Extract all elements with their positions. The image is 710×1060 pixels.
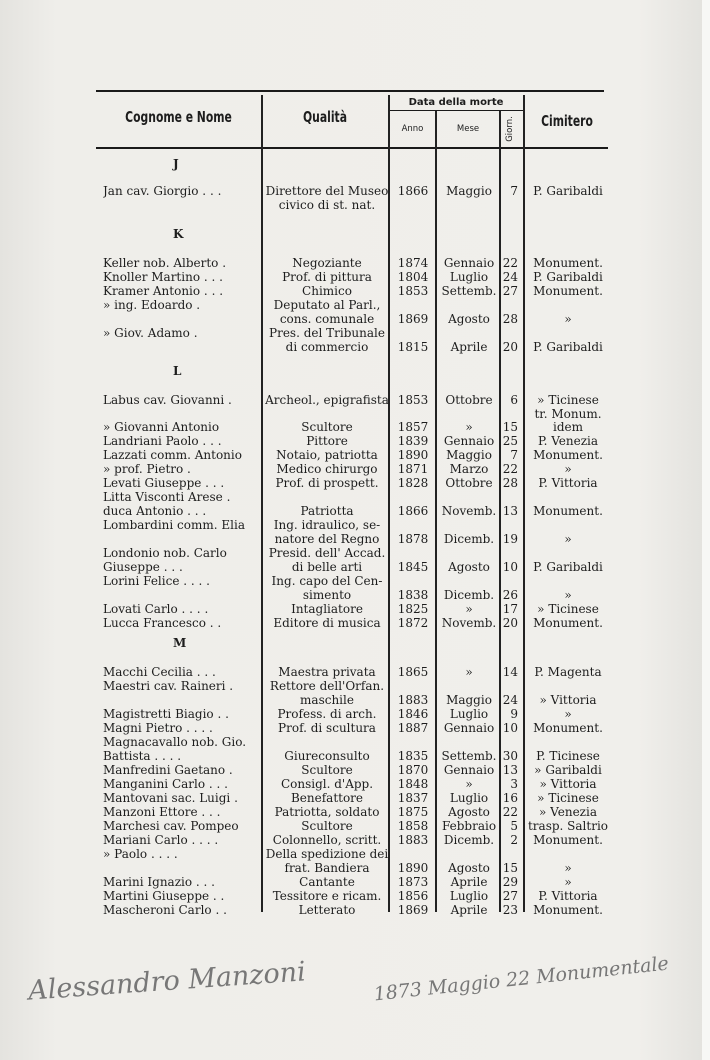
- cell-qualita: cons. comunale: [279, 312, 375, 326]
- table-row: [103, 393, 608, 407]
- handwritten-annotation: [27, 952, 670, 1040]
- cell-giorno: 28: [502, 476, 518, 490]
- cell-anno: 1853: [397, 284, 429, 298]
- cell-name: Keller nob. Alberto .: [103, 256, 227, 270]
- cell-cimitero: »: [564, 532, 572, 546]
- cell-qualita: Prof. di scultura: [278, 721, 376, 735]
- cell-mese: Luglio: [449, 270, 489, 284]
- cell-anno: 1890: [397, 448, 429, 462]
- table-row: [103, 903, 608, 917]
- cell-mese: Agosto: [448, 805, 490, 819]
- cell-anno: 1869: [397, 312, 429, 326]
- cell-qualita: frat. Bandiera: [284, 861, 370, 875]
- cell-name: Lombardini comm. Elia: [103, 518, 245, 532]
- table-row: [103, 819, 608, 833]
- cell-anno: 1853: [397, 393, 429, 407]
- cell-name: Mariani Carlo . . . .: [103, 833, 219, 847]
- cell-mese: Luglio: [449, 791, 489, 805]
- cell-name: Kramer Antonio . . .: [103, 284, 224, 298]
- cell-mese: Aprile: [450, 875, 488, 889]
- cell-name: » Giovanni Antonio: [103, 420, 220, 434]
- cell-giorno: 26: [502, 588, 518, 602]
- section-letter-m: M: [173, 636, 187, 650]
- cell-cimitero: » Vittoria: [539, 693, 597, 707]
- cell-name: » ing. Edoardo .: [103, 298, 201, 312]
- cell-anno: 1845: [397, 560, 429, 574]
- cell-cimitero: P. Vittoria: [538, 889, 598, 903]
- cell-name: Lorini Felice . . . .: [103, 574, 210, 588]
- cell-name: Lazzati comm. Antonio: [103, 448, 242, 462]
- cell-anno: 1875: [397, 805, 429, 819]
- cell-giorno: 22: [502, 462, 518, 476]
- cell-anno: 1870: [397, 763, 429, 777]
- cell-cimitero: P. Garibaldi: [533, 184, 603, 198]
- cell-giorno: 24: [502, 270, 518, 284]
- table-row: [103, 861, 608, 875]
- cell-mese: Maggio: [446, 184, 492, 198]
- cell-mese: »: [465, 777, 473, 791]
- cell-giorno: 25: [502, 434, 518, 448]
- header-cognome-nome: Cognome e Nome: [125, 108, 232, 126]
- cell-giorno: 28: [502, 312, 518, 326]
- cell-mese: Marzo: [449, 462, 489, 476]
- table-row: [103, 518, 608, 532]
- cell-cimitero: Monument.: [533, 721, 603, 735]
- cell-anno: 1815: [397, 340, 429, 354]
- cell-qualita: Pittore: [306, 434, 348, 448]
- table-row: [103, 875, 608, 889]
- cell-qualita: Rettore dell'Orfan.: [269, 679, 385, 693]
- cell-giorno: 16: [502, 791, 518, 805]
- table-row: [103, 791, 608, 805]
- cell-name: Macchi Cecilia . . .: [103, 665, 216, 679]
- cell-qualita: Della spedizione dei: [265, 847, 389, 861]
- cell-qualita: natore del Regno: [274, 532, 380, 546]
- cell-qualita: Consigl. d'App.: [280, 777, 374, 791]
- cell-mese: Gennaio: [443, 721, 495, 735]
- table-row: [103, 847, 608, 861]
- cell-name: Magnacavallo nob. Gio.: [103, 735, 247, 749]
- cell-mese: Agosto: [448, 560, 490, 574]
- table-row: [103, 312, 608, 326]
- cell-anno: 1872: [397, 616, 429, 630]
- table-row: [103, 434, 608, 448]
- cell-anno: 1873: [397, 875, 429, 889]
- table-top-rule: [96, 90, 604, 92]
- cell-cimitero: »: [564, 875, 572, 889]
- cell-giorno: 9: [510, 707, 518, 721]
- cell-name: Giuseppe . . .: [103, 560, 183, 574]
- table-row: [103, 448, 608, 462]
- cell-giorno: 19: [502, 532, 518, 546]
- cell-qualita: Ing. idraulico, se-: [273, 518, 381, 532]
- cell-mese: Dicemb.: [443, 588, 495, 602]
- table-row: [103, 504, 608, 518]
- cell-giorno: 22: [502, 805, 518, 819]
- cell-cimitero: Monument.: [533, 504, 603, 518]
- cell-giorno: 3: [510, 777, 518, 791]
- cell-qualita: Cantante: [299, 875, 355, 889]
- cell-giorno: 5: [510, 819, 518, 833]
- table-row: [103, 546, 608, 560]
- cell-giorno: 24: [502, 693, 518, 707]
- cell-cimitero: P. Ticinese: [536, 749, 600, 763]
- cell-anno: 1846: [397, 707, 429, 721]
- handwritten-date: 1873 Maggio 22 Monumentale: [372, 952, 670, 1006]
- table-row: [103, 476, 608, 490]
- cell-mese: Aprile: [450, 340, 488, 354]
- cell-qualita: Pres. del Tribunale: [269, 326, 385, 340]
- cell-anno: 1835: [397, 749, 429, 763]
- table-row: [103, 270, 608, 284]
- cell-anno: 1804: [397, 270, 429, 284]
- cell-cimitero: »: [564, 588, 572, 602]
- cell-cimitero: »: [564, 707, 572, 721]
- cell-qualita: Deputato al Parl.,: [273, 298, 381, 312]
- table-row: [103, 889, 608, 903]
- table-row: [103, 490, 608, 504]
- table-row: [103, 420, 608, 434]
- table-row: [103, 602, 608, 616]
- cell-qualita: Presid. dell' Accad.: [268, 546, 386, 560]
- cell-qualita: di commercio: [285, 340, 369, 354]
- cell-qualita: Intagliatore: [291, 602, 363, 616]
- table-row: [103, 693, 608, 707]
- cell-qualita: Negoziante: [292, 256, 362, 270]
- cell-qualita: civico di st. nat.: [278, 198, 376, 212]
- table-row: [103, 763, 608, 777]
- cell-name: » Giov. Adamo .: [103, 326, 198, 340]
- cell-cimitero: P. Venezia: [537, 434, 599, 448]
- cell-giorno: 10: [502, 560, 518, 574]
- cell-mese: Novemb.: [441, 616, 497, 630]
- cell-mese: Febbraio: [441, 819, 497, 833]
- cell-anno: 1866: [397, 184, 429, 198]
- cell-name: Landriani Paolo . . .: [103, 434, 222, 448]
- cell-giorno: 22: [502, 256, 518, 270]
- section-letter-l: L: [173, 364, 182, 378]
- header-cimitero: Cimitero: [541, 112, 593, 130]
- cell-mese: Luglio: [449, 707, 489, 721]
- cell-giorno: 17: [502, 602, 518, 616]
- section-letter-j: J: [173, 157, 179, 171]
- header-giorn: Giorn.: [505, 116, 515, 142]
- table-row: [103, 532, 608, 546]
- table-row: [103, 721, 608, 735]
- cell-cimitero: Monument.: [533, 903, 603, 917]
- cell-cimitero: Monument.: [533, 256, 603, 270]
- cell-qualita: Prof. di pittura: [282, 270, 372, 284]
- cell-mese: Maggio: [446, 448, 492, 462]
- table-row: [103, 256, 608, 270]
- cell-name: Lucca Francesco . .: [103, 616, 222, 630]
- cell-name: Labus cav. Giovanni .: [103, 393, 232, 407]
- cell-mese: »: [465, 665, 473, 679]
- header-qualita: Qualità: [302, 108, 348, 126]
- table-row: [103, 198, 608, 212]
- header-data-della-morte: Data della morte: [408, 97, 504, 108]
- cell-mese: Agosto: [448, 312, 490, 326]
- cell-name: Marini Ignazio . . .: [103, 875, 215, 889]
- cell-cimitero: »: [564, 861, 572, 875]
- cell-anno: 1857: [397, 420, 429, 434]
- page-edge: [702, 0, 710, 1060]
- cell-anno: 1890: [397, 861, 429, 875]
- header-bottom-rule: [96, 147, 608, 149]
- cell-mese: Agosto: [448, 861, 490, 875]
- cell-cimitero: » Ticinese: [537, 791, 599, 805]
- cell-cimitero: P. Magenta: [534, 665, 602, 679]
- cell-giorno: 13: [502, 763, 518, 777]
- cell-giorno: 20: [502, 616, 518, 630]
- cell-name: Martini Giuseppe . .: [103, 889, 225, 903]
- table-row: [103, 298, 608, 312]
- cell-giorno: 6: [510, 393, 518, 407]
- cell-giorno: 23: [502, 903, 518, 917]
- table-row: [103, 560, 608, 574]
- cell-cimitero: » Garibaldi: [534, 763, 602, 777]
- cell-giorno: 30: [502, 749, 518, 763]
- table-row: [103, 588, 608, 602]
- cell-anno: 1837: [397, 791, 429, 805]
- cell-qualita: Maestra privata: [278, 665, 376, 679]
- cell-name: Levati Giuseppe . . .: [103, 476, 225, 490]
- cell-name: Manzoni Ettore . . .: [103, 805, 221, 819]
- cell-qualita: di belle arti: [291, 560, 363, 574]
- cell-mese: Gennaio: [443, 434, 495, 448]
- cell-qualita: Scultore: [301, 763, 353, 777]
- cell-giorno: 2: [510, 833, 518, 847]
- cell-anno: 1878: [397, 532, 429, 546]
- cell-qualita: simento: [302, 588, 352, 602]
- cell-giorno: 7: [510, 184, 518, 198]
- cell-qualita: Notaio, patriotta: [276, 448, 378, 462]
- cell-cimitero: » Ticinese: [537, 393, 599, 407]
- cell-name: Knoller Martino . . .: [103, 270, 223, 284]
- table-row: [103, 462, 608, 476]
- cell-mese: Aprile: [450, 903, 488, 917]
- cell-cimitero: Monument.: [533, 284, 603, 298]
- cell-name: » Paolo . . . .: [103, 847, 178, 861]
- table-row: [103, 184, 608, 198]
- cell-giorno: 27: [502, 284, 518, 298]
- cell-mese: Settemb.: [441, 284, 497, 298]
- cell-name: Mascheroni Carlo . .: [103, 903, 227, 917]
- cell-name: Battista . . . .: [103, 749, 182, 763]
- cell-name: Magistretti Biagio . .: [103, 707, 229, 721]
- cell-cimitero: tr. Monum.: [534, 407, 602, 421]
- cell-name: Litta Visconti Arese .: [103, 490, 231, 504]
- cell-anno: 1871: [397, 462, 429, 476]
- cell-qualita: Medico chirurgo: [276, 462, 378, 476]
- cell-cimitero: » Vittoria: [539, 777, 597, 791]
- cell-mese: »: [465, 420, 473, 434]
- cell-qualita: Colonnello, scritt.: [272, 833, 382, 847]
- table-row: [103, 833, 608, 847]
- cell-name: Jan cav. Giorgio . . .: [103, 184, 222, 198]
- cell-anno: 1865: [397, 665, 429, 679]
- cell-anno: 1883: [397, 693, 429, 707]
- cell-qualita: Giureconsulto: [284, 749, 370, 763]
- cell-qualita: Patriotta, soldato: [274, 805, 380, 819]
- cell-giorno: 10: [502, 721, 518, 735]
- cell-name: Mantovani sac. Luigi .: [103, 791, 238, 805]
- cell-giorno: 29: [502, 875, 518, 889]
- cell-cimitero: Monument.: [533, 833, 603, 847]
- cell-cimitero: »: [564, 312, 572, 326]
- table-row: [103, 326, 608, 340]
- table-row: [103, 407, 608, 421]
- cell-qualita: maschile: [300, 693, 354, 707]
- cell-cimitero: trasp. Saltrio: [527, 819, 608, 833]
- cell-name: Lovati Carlo . . . .: [103, 602, 209, 616]
- cell-giorno: 15: [502, 420, 518, 434]
- cell-giorno: 27: [502, 889, 518, 903]
- table-row: [103, 735, 608, 749]
- cell-name: Maestri cav. Raineri .: [103, 679, 234, 693]
- table-row: [103, 749, 608, 763]
- cell-qualita: Profess. di arch.: [277, 707, 377, 721]
- cell-mese: Dicemb.: [443, 833, 495, 847]
- cell-cimitero: » Ticinese: [537, 602, 599, 616]
- cell-anno: 1869: [397, 903, 429, 917]
- cell-cimitero: P. Garibaldi: [533, 270, 603, 284]
- cell-anno: 1825: [397, 602, 429, 616]
- cell-cimitero: P. Vittoria: [538, 476, 598, 490]
- cell-mese: Gennaio: [443, 763, 495, 777]
- cell-qualita: Editore di musica: [273, 616, 381, 630]
- header-anno: Anno: [401, 124, 424, 134]
- cell-anno: 1838: [397, 588, 429, 602]
- cell-qualita: Archeol., epigrafista: [265, 393, 389, 407]
- cell-mese: Novemb.: [441, 504, 497, 518]
- cell-mese: Ottobre: [445, 476, 493, 490]
- cell-mese: Luglio: [449, 889, 489, 903]
- cell-cimitero: » Venezia: [539, 805, 597, 819]
- cell-qualita: Chimico: [302, 284, 352, 298]
- cell-qualita: Ing. capo del Cen-: [271, 574, 383, 588]
- cell-anno: 1874: [397, 256, 429, 270]
- cell-name: Magni Pietro . . . .: [103, 721, 213, 735]
- cell-cimitero: idem: [553, 420, 583, 434]
- cell-giorno: 15: [502, 861, 518, 875]
- cell-name: » prof. Pietro .: [103, 462, 191, 476]
- cell-name: Manganini Carlo . . .: [103, 777, 228, 791]
- cell-name: duca Antonio . . .: [103, 504, 207, 518]
- cell-qualita: Direttore del Museo: [265, 184, 389, 198]
- table-row: [103, 805, 608, 819]
- cell-qualita: Scultore: [301, 420, 353, 434]
- header-mese: Mese: [456, 124, 480, 134]
- table-row: [103, 665, 608, 679]
- cell-cimitero: Monument.: [533, 616, 603, 630]
- cell-anno: 1848: [397, 777, 429, 791]
- cell-mese: Maggio: [446, 693, 492, 707]
- table-row: [103, 574, 608, 588]
- cell-qualita: Letterato: [298, 903, 356, 917]
- cell-cimitero: P. Garibaldi: [533, 340, 603, 354]
- cell-giorno: 7: [510, 448, 518, 462]
- cell-qualita: Benefattore: [290, 791, 364, 805]
- cell-qualita: Tessitore e ricam.: [272, 889, 382, 903]
- cell-mese: Ottobre: [445, 393, 493, 407]
- table-row: [103, 616, 608, 630]
- cell-mese: Dicemb.: [443, 532, 495, 546]
- cell-qualita: Patriotta: [300, 504, 354, 518]
- cell-qualita: Prof. di prospett.: [275, 476, 379, 490]
- cell-name: Marchesi cav. Pompeo: [103, 819, 239, 833]
- cell-giorno: 14: [502, 665, 518, 679]
- handwritten-name: Alessandro Manzoni: [27, 956, 307, 1007]
- cell-cimitero: P. Garibaldi: [533, 560, 603, 574]
- cell-name: Londonio nob. Carlo: [103, 546, 227, 560]
- cell-anno: 1828: [397, 476, 429, 490]
- table-row: [103, 340, 608, 354]
- table-row: [103, 707, 608, 721]
- cell-anno: 1866: [397, 504, 429, 518]
- section-letter-k: K: [173, 227, 184, 241]
- table-row: [103, 777, 608, 791]
- cell-anno: 1883: [397, 833, 429, 847]
- table-row: [103, 679, 608, 693]
- cell-anno: 1856: [397, 889, 429, 903]
- cell-mese: Gennaio: [443, 256, 495, 270]
- cell-mese: »: [465, 602, 473, 616]
- date-group-rule: [388, 110, 524, 111]
- cell-giorno: 13: [502, 504, 518, 518]
- cell-qualita: Scultore: [301, 819, 353, 833]
- cell-mese: Settemb.: [441, 749, 497, 763]
- cell-giorno: 20: [502, 340, 518, 354]
- cell-cimitero: »: [564, 462, 572, 476]
- cell-anno: 1887: [397, 721, 429, 735]
- cell-anno: 1839: [397, 434, 429, 448]
- cell-name: Manfredini Gaetano .: [103, 763, 233, 777]
- cell-cimitero: Monument.: [533, 448, 603, 462]
- cell-anno: 1858: [397, 819, 429, 833]
- table-row: [103, 284, 608, 298]
